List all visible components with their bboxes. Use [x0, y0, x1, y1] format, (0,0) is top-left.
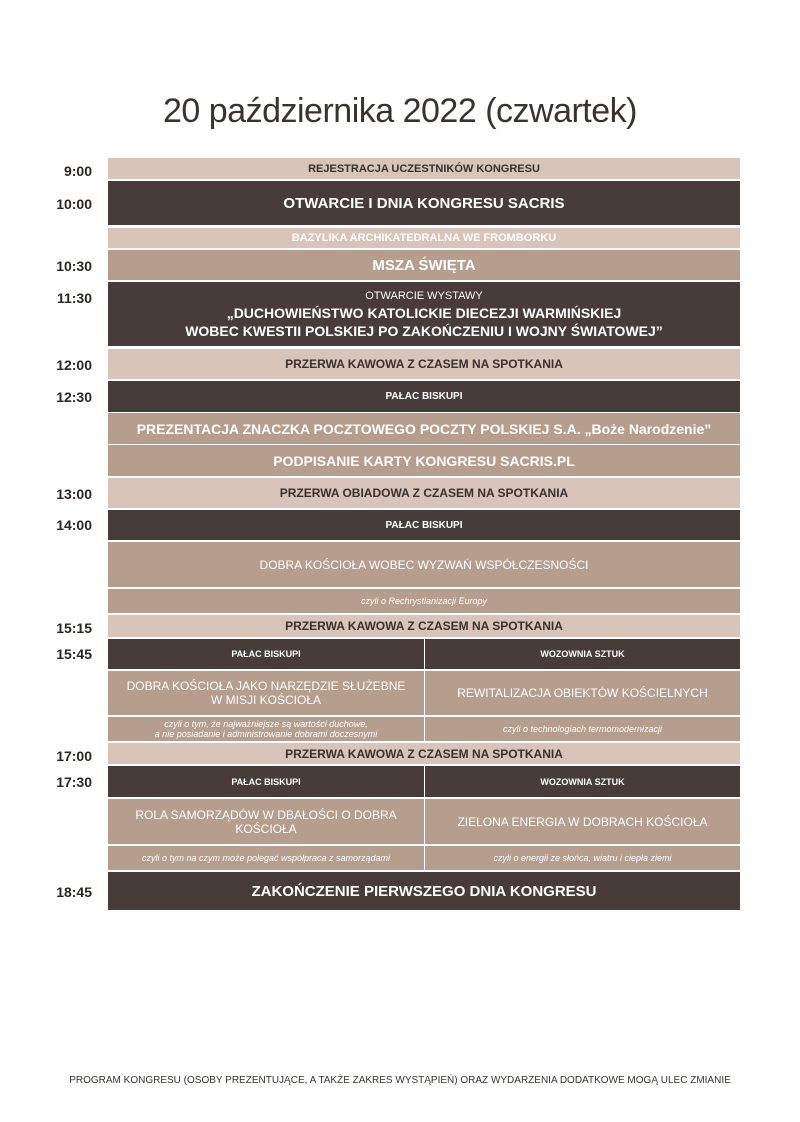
time-label: 17:00 [56, 748, 92, 764]
time-label: 15:15 [56, 620, 92, 636]
time-label: 17:30 [56, 774, 92, 790]
charter-signing-row: PODPISANIE KARTY KONGRESU SACRIS.PL [108, 445, 740, 476]
registration-row: REJESTRACJA UCZESTNIKÓW KONGRESU [108, 158, 740, 179]
coffee-break-row: PRZERWA KAWOWA Z CZASEM NA SPOTKANIA [108, 615, 740, 637]
exhibition-label: OTWARCIE WYSTAWY [365, 289, 483, 302]
time-label: 10:00 [56, 196, 92, 212]
venue-left: PAŁAC BISKUPI [108, 766, 424, 797]
closing-row: ZAKOŃCZENIE PIERWSZEGO DNIA KONGRESU [108, 872, 740, 910]
stamp-presentation-row: PREZENTACJA ZNACZKA POCZTOWEGO POCZTY POLSKIEJ S.A. „Boże Narodzenie” [108, 413, 740, 444]
time-label: 9:00 [63, 163, 92, 179]
session-left-title [108, 671, 424, 715]
time-label: 14:00 [56, 517, 92, 533]
venue-row: PAŁAC BISKUPI [108, 510, 740, 540]
time-label: 13:00 [56, 486, 92, 502]
time-label: 12:30 [56, 389, 92, 405]
session-left-title: ROLA SAMORZĄDÓW W DBAŁOŚCI O DOBRA KOŚCIOŁA [108, 799, 424, 844]
basilica-row: BAZYLIKA ARCHIKATEDRALNA WE FROMBORKU [108, 228, 740, 248]
time-label: 15:45 [56, 646, 92, 662]
footer-note: PROGRAM KONGRESU (OSOBY PREZENTUJĄCE, A TAKŻE ZAKRES WYSTĄPIEŃ) ORAZ WYDARZENIA DODATKOWE MOGĄ ULEC ZMIANIE [69, 1075, 731, 1086]
session-left-subtitle: czyli o tym na czym może polegać współpraca z samorządami [108, 846, 424, 870]
session-left-title-line-2: W MISJI KOŚCIOŁA [210, 693, 321, 707]
session-left-subtitle-line-2: a nie posiadanie i administrowanie dobrami doczesnymi [154, 729, 378, 739]
time-label: 18:45 [56, 884, 92, 900]
time-label: 12:00 [56, 357, 92, 373]
opening-row: OTWARCIE I DNIA KONGRESU SACRIS [108, 181, 740, 225]
exhibition-title-line-1: „DUCHOWIEŃSTWO KATOLICKIE DIECEZJI WARMIŃSKIEJ [226, 304, 622, 321]
venue-row: PAŁAC BISKUPI [108, 381, 740, 412]
session-right-title: ZIELONA ENERGIA W DOBRACH KOŚCIOŁA [425, 799, 740, 844]
session-left-subtitle-line-1: czyli o tym, że najważniejsze są wartości duchowe, [164, 719, 368, 729]
session-subtitle-row: czyli o Rechrystianizacji Europy [108, 589, 740, 613]
lunch-break-row: PRZERWA OBIADOWA Z CZASEM NA SPOTKANIA [108, 478, 740, 508]
time-label: 11:30 [56, 290, 92, 306]
coffee-break-row: PRZERWA KAWOWA Z CZASEM NA SPOTKANIA [108, 743, 740, 764]
venue-right: WOZOWNIA SZTUK [425, 766, 740, 797]
session-right-subtitle: czyli o energii ze słońca, wiatru i ciepła ziemi [425, 846, 740, 870]
exhibition-title-line-2: WOBEC KWESTII POLSKIEJ PO ZAKOŃCZENIU I WOJNY ŚWIATOWEJ” [185, 322, 663, 339]
session-left-subtitle [108, 717, 424, 741]
session-title-row: DOBRA KOŚCIOŁA WOBEC WYZWAŃ WSPÓŁCZESNOŚCI [108, 542, 740, 587]
session-right-title: REWITALIZACJA OBIEKTÓW KOŚCIELNYCH [425, 671, 740, 715]
time-label: 10:30 [56, 258, 92, 274]
mass-row: MSZA ŚWIĘTA [108, 250, 740, 280]
session-left-title-line-1: DOBRA KOŚCIOŁA JAKO NARZĘDZIE SŁUŻEBNE [126, 679, 406, 693]
coffee-break-row: PRZERWA KAWOWA Z CZASEM NA SPOTKANIA [108, 349, 740, 379]
venue-left: PAŁAC BISKUPI [108, 639, 424, 669]
exhibition-row [108, 282, 740, 346]
page-title: 20 października 2022 (czwartek) [163, 92, 637, 130]
session-right-subtitle: czyli o technologiach termomodernizacji [425, 717, 740, 741]
venue-right: WOZOWNIA SZTUK [425, 639, 740, 669]
